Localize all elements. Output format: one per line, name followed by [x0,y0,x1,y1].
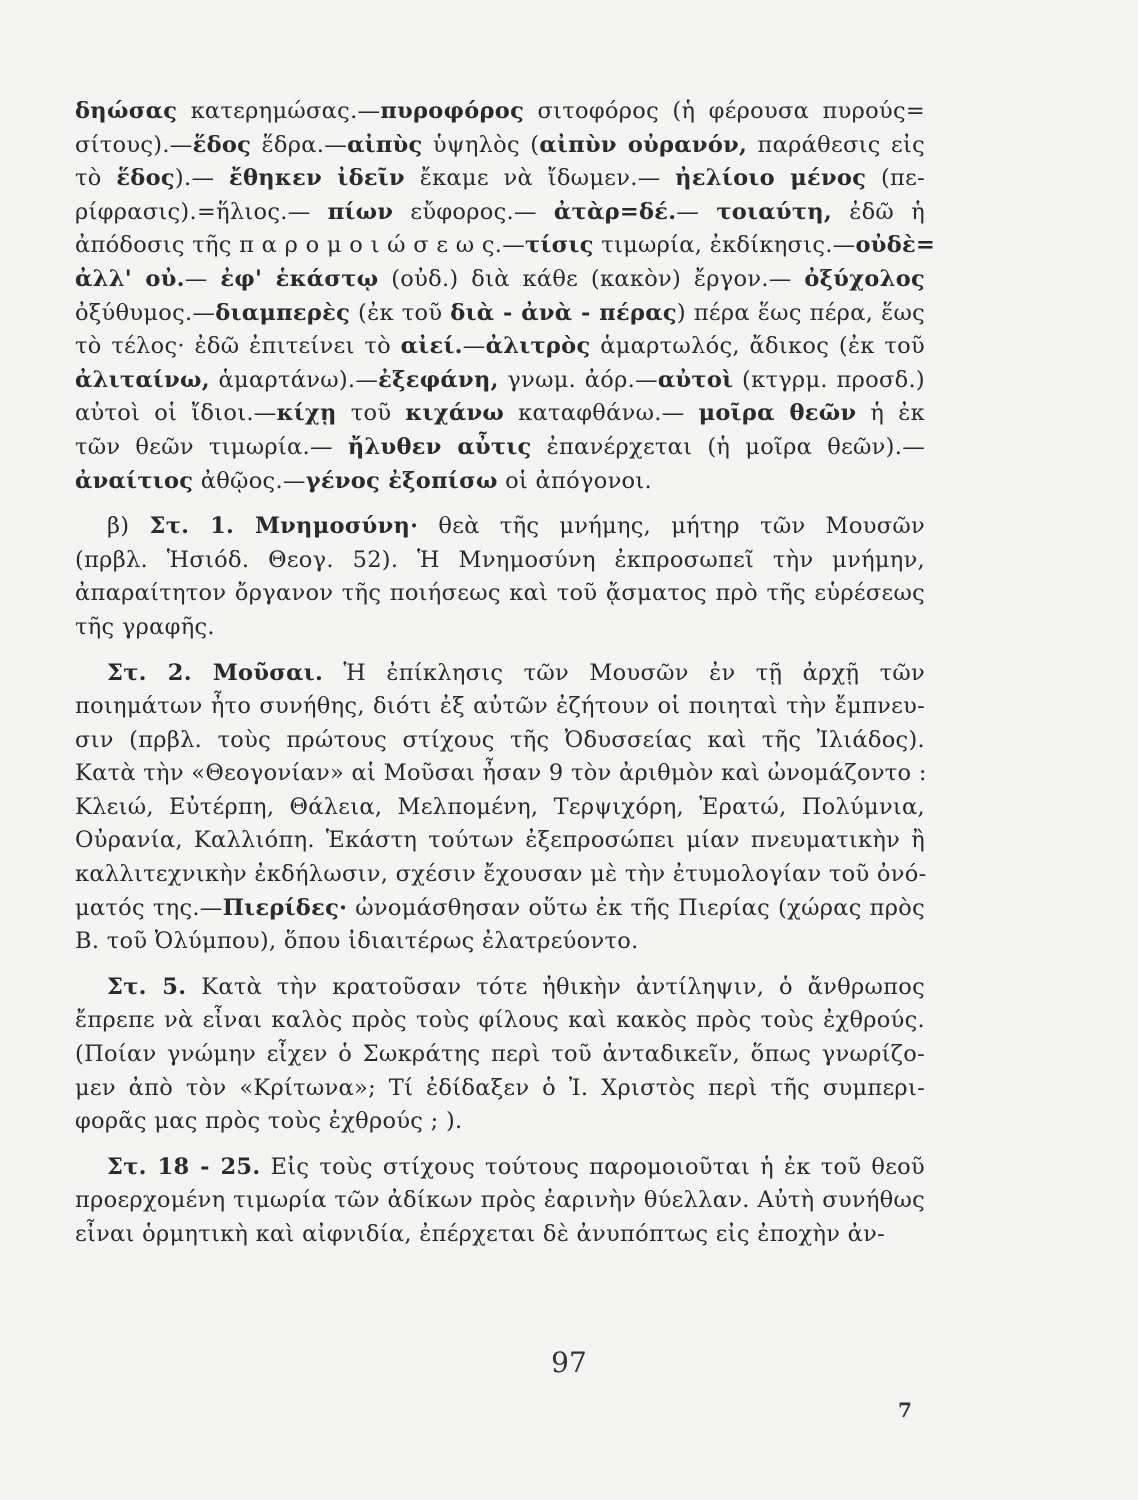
bold-term: Πιερίδες· [222,894,348,921]
text-run: τοῦ [336,400,406,427]
text-run: Κλειώ, Εὐτέρπη, Θάλεια, Μελπομένη, Τερψιχόρη, Ἐρατώ, Πολύμνια, [75,793,925,820]
text-run: ) πέρα ἕως πέρα, ἕως [676,299,925,326]
text-line [75,971,925,1005]
text-run: θεὰ τῆς μνήμης, μήτηρ τῶν Μουσῶν [418,513,925,540]
text-line [75,1105,925,1139]
spacer [75,959,925,971]
text-line [75,925,925,959]
text-run: σιν (πρβλ. τοὺς πρώτους στίχους τῆς Ὀδυσσείας καὶ τῆς Ἰλιάδος). [75,726,925,753]
text-run: Κατὰ τὴν «Θεογονίαν» αἱ Μοῦσαι ἦσαν 9 τὸν ἀριθμὸν καὶ ὠνομάζοντο : [75,760,927,787]
text-run: ἔκαμε νὰ ἴδωμεν.— [404,165,676,192]
text-run: Β. τοῦ Ὀλύμπου), ὅπου ἰδιαιτέρως ἐλατρεύοντο. [75,928,639,955]
commentary-section [75,971,925,1139]
text-run: τῶν θεῶν τιμωρία.— [75,433,348,460]
text-run: ρίφρασις).=ἥλιος.— [75,198,328,225]
spacer [75,498,925,510]
text-line [75,196,925,230]
text-run: — [676,198,717,225]
text-line [75,431,925,465]
text-run: προερχομένη τιμωρία τῶν ἀδίκων πρὸς ἐαρινὴν θύελλαν. Αὐτὴ συνήθως [75,1187,925,1214]
text-run: Κατὰ τὴν κρατοῦσαν τότε ἠθικὴν ἀντίληψιν, ὁ ἄνθρωπος [186,973,925,1000]
spacer [75,1139,925,1151]
text-line [75,129,925,163]
bold-term: κίχῃ [276,400,337,427]
text-line [75,611,925,645]
text-line [75,892,925,926]
bold-term: πίων [327,198,394,225]
text-run: ὑψηλὸς ( [422,131,540,158]
text-run: αὐτοὶ οἱ ἴδιοι.— [75,400,277,427]
text-run: (ἐκ τοῦ [350,299,451,326]
text-line [75,1004,925,1038]
bold-term: Στ. 18 - 25. [107,1153,261,1180]
text-run: τὸ [75,165,117,192]
bold-term: κιχάνω [405,400,505,427]
bold-term: ἐξεφάνη, [378,366,499,393]
text-run: γνωμ. ἀόρ.— [498,366,658,393]
text-line [75,824,925,858]
text-run: εὔφορος.— [393,198,554,225]
text-run: (κτγρμ. προσδ.) [733,366,925,393]
bold-term: αἰπὺν οὐρανόν, [539,131,748,158]
text-line [75,724,925,758]
text-line [75,657,925,691]
bold-term: διαμπερὲς [215,299,351,326]
glossary-block [75,95,936,498]
bold-term: τοιαύτη, [716,198,833,225]
text-run: κατερημώσας.— [177,98,381,124]
text-run: ὠνομάσθησαν οὕτω ἐκ τῆς Πιερίας (χώρας πρὸς [347,894,926,921]
text-run: φορᾶς μας πρὸς τοὺς ἐχθρούς ; ). [75,1108,463,1135]
text-line [75,858,925,892]
text-line [75,577,925,611]
text-run: ἀπαραίτητον ὄργανον τῆς ποιήσεως καὶ τοῦ ᾄσματος πρὸ τῆς εὑρέσεως [75,580,925,607]
text-run: (οὐδ.) διὰ κάθε (κακὸν) ἔργον.— [378,265,805,292]
signature-mark: 7 [898,1398,912,1422]
text-run: β) [107,513,150,540]
text-run: τὸ τέλος· ἐδῶ ἐπιτείνει τὸ [75,333,401,360]
bold-term: ἠελίοιο μένος [675,165,867,192]
text-run: καταφθάνω.— [504,400,699,427]
text-line [75,1151,925,1185]
text-run: τιμωρία, ἐκδίκησις.— [593,232,856,259]
text-run: παράθεσις εἰς [747,131,925,158]
bold-term: ἔθηκεν ἰδεῖν [228,165,405,192]
text-run: ὀξύθυμος.— [75,299,216,326]
bold-term: μοῖρα θεῶν [698,400,857,427]
text-run: (Ποίαν γνώμην εἶχεν ὁ Σωκράτης περὶ τοῦ ἀνταδικεῖν, ὅπως γνωρίζο- [75,1041,925,1068]
bold-term: δηώσας [75,98,178,124]
text-run: ἕδρα.— [251,131,348,158]
text-line [75,162,925,196]
bold-term: ἕδος [116,165,175,192]
text-run: Οὐρανία, Καλλιόπη. Ἑκάστη τούτων ἐξεπροσώπει μίαν πνευματικὴν ἢ [75,827,925,854]
bold-term: αὐτοὶ [657,366,734,393]
text-run: — [184,265,221,292]
bold-term: ἀλιταίνω, [75,366,210,393]
bold-term: Στ. 1. Μνημοσύνη· [149,513,419,540]
text-run: ματός της.— [75,894,223,921]
text-run: ἡ ἐκ [856,400,925,427]
text-line [75,791,925,825]
commentary-section [75,1151,925,1252]
text-run: (πε- [866,165,925,192]
text-run: (πρβλ. Ἡσιόδ. Θεογ. 52). Ἡ Μνημοσύνη ἐκπροσωπεῖ τὴν μνήμην, [75,546,925,573]
text-run: ἀπόδοσις τῆς π α ρ ο μ ο ι ώ σ ε ω ς.— [75,232,526,259]
text-run: καλλιτεχνικὴν ἐκδήλωσιν, σχέσιν ἔχουσαν μὲ τὴν ἐτυμολογίαν τοῦ ὀνό- [75,861,927,888]
text-run: ἀθῷος.— [193,467,306,494]
text-run: ἐδῶ ἡ [832,198,925,225]
text-line [75,465,925,499]
text-line [75,544,925,578]
text-run: ἁμαρτάνω).— [209,366,379,393]
bold-term: Στ. 5. [107,973,187,1000]
bold-term: οὐδὲ= [855,232,936,259]
text-run: — [462,333,486,360]
bold-term: τίσις [525,232,594,259]
bold-term: ἀναίτιος [75,467,194,494]
page-body [75,95,936,1252]
text-line [75,397,925,431]
page-number: 97 [551,1346,587,1379]
text-run: Εἰς τοὺς στίχους τούτους παρομοιοῦται ἡ ἐκ τοῦ θεοῦ [260,1153,925,1180]
text-run: μεν ἀπὸ τὸν «Κρίτωνα»; Τί ἐδίδαξεν ὁ Ἰ. Χριστὸς περὶ τῆς συμπερι- [75,1074,925,1101]
text-run: ἔπρεπε νὰ εἶναι καλὸς πρὸς τοὺς φίλους καὶ κακὸς πρὸς τοὺς ἐχθρούς. [75,1007,925,1034]
spacer [75,645,925,657]
text-line [75,95,925,129]
commentary-sections [75,510,925,1251]
text-line [75,1218,925,1252]
text-run: ἐπανέρχεται (ἡ μοῖρα θεῶν).— [531,433,925,460]
bold-term: ἤλυθεν αὖτις [347,433,532,460]
bold-term: ἕδος [192,131,252,158]
text-line [75,690,925,724]
text-line [75,1072,925,1106]
text-line [75,263,925,297]
text-run: Ἡ ἐπίκλησις τῶν Μουσῶν ἐν τῇ ἀρχῇ τῶν [323,659,925,686]
commentary-section [75,510,925,644]
bold-term: διὰ - ἀνὰ - πέρας [450,299,677,326]
commentary-section [75,657,925,959]
text-run: σίτους).— [75,131,193,158]
text-run: ποιημάτων ἦτο συνήθης, διότι ἐξ αὐτῶν ἐζήτουν οἱ ποιηταὶ τὴν ἔμπνευ- [75,693,925,720]
bold-term: ἀλλ' οὐ. [75,265,185,292]
bold-term: αἰεί. [400,333,463,360]
text-run: τῆς γραφῆς. [75,613,215,640]
bold-term: γένος ἐξοπίσω [305,467,498,494]
bold-term: πυροφόρος [380,98,525,124]
bold-term: ἀτὰρ=δέ. [553,198,677,225]
text-run: εἶναι ὁρμητικὴ καὶ αἰφνιδία, ἐπέρχεται δὲ ἀνυπόπτως εἰς ἐποχὴν ἀν- [75,1221,886,1247]
bold-term: ἐφ' ἑκάστῳ [220,265,379,292]
bold-term: Στ. 2. Μοῦσαι. [107,659,324,686]
text-run: σιτοφόρος (ἡ φέρουσα πυρούς= [524,98,926,124]
text-line [75,330,925,364]
text-line [75,297,925,331]
text-line [75,510,925,544]
text-line [75,1038,925,1072]
text-run: οἱ ἀπόγονοι. [497,467,652,494]
text-line [75,757,925,791]
text-run: ).— [174,165,229,192]
text-run: ἁμαρτωλός, ἄδικος (ἐκ τοῦ [590,333,925,360]
text-line [75,1184,925,1218]
bold-term: ἀλιτρὸς [485,333,591,360]
text-line [75,364,925,398]
text-line [75,229,936,263]
bold-term: αἰπὺς [347,131,423,158]
bold-term: ὀξύχολος [804,265,926,292]
